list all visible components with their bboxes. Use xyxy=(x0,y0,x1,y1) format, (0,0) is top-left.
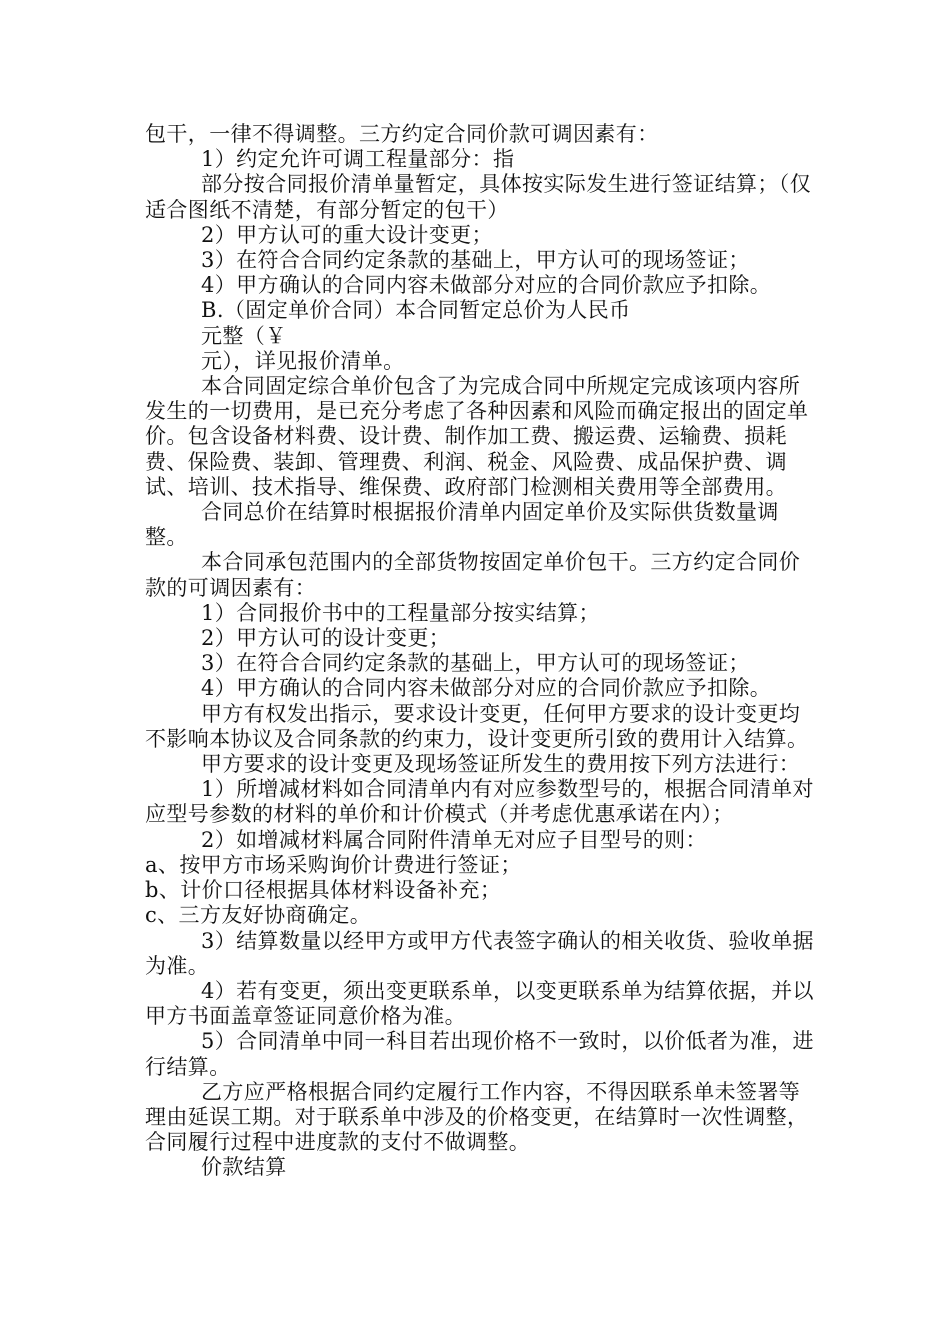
paragraph: c、三方友好协商确定。 xyxy=(145,903,372,928)
paragraph: 5）合同清单中同一科目若出现价格不一致时，以价低者为准，进行结算。 xyxy=(145,1029,814,1079)
paragraph: 甲方要求的设计变更及现场签证所发生的费用按下列方法进行： xyxy=(201,752,801,777)
paragraph: 2）甲方认可的重大设计变更； xyxy=(201,222,493,247)
paragraph: 3）在符合合同约定条款的基础上，甲方认可的现场签证； xyxy=(201,248,750,273)
paragraph: 1）所增减材料如合同清单内有对应参数型号的，根据合同清单对应型号参数的材料的单价和计价模式（并考虑优惠承诺在内）； xyxy=(145,777,814,827)
paragraph: B.（固定单价合同）本合同暂定总价为人民币 xyxy=(201,298,631,323)
paragraph: 1）约定允许可调工程量部分：指 xyxy=(201,147,515,172)
paragraph: 元），详见报价清单。 xyxy=(201,348,405,373)
section-heading: 价款结算 xyxy=(201,1155,287,1180)
paragraph: 甲方有权发出指示，要求设计变更，任何甲方要求的设计变更均不影响本协议及合同条款的约束力，设计变更所引致的费用计入结算。 xyxy=(145,701,809,751)
paragraph: 本合同固定综合单价包含了为完成合同中所规定完成该项内容所发生的一切费用，是已充分考虑了各种因素和风险而确定报出的固定单价。包含设备材料费、设计费、制作加工费、搬运费、运输费、损耗费、保险费、装卸、管理费、利润、税金、风险费、成品保护费、调试、培训、技术指导、维保费、政府部门检测相关费用等全部费用。 xyxy=(145,374,809,499)
paragraph: 本合同承包范围内的全部货物按固定单价包干。三方约定合同价款的可调因素有： xyxy=(145,550,801,600)
paragraph: 合同总价在结算时根据报价清单内固定单价及实际供货数量调整。 xyxy=(145,500,779,550)
paragraph: 4）甲方确认的合同内容未做部分对应的合同价款应予扣除。 xyxy=(201,273,772,298)
paragraph: 3）结算数量以经甲方或甲方代表签字确认的相关收货、验收单据为准。 xyxy=(145,928,814,978)
paragraph: 乙方应严格根据合同约定履行工作内容，不得因联系单未签署等理由延误工期。对于联系单中涉及的价格变更，在结算时一次性调整，合同履行过程中进度款的支付不做调整。 xyxy=(145,1079,809,1155)
paragraph: 元整（￥ xyxy=(201,323,287,348)
paragraph: 1）合同报价书中的工程量部分按实结算； xyxy=(201,600,600,625)
paragraph: 3）在符合合同约定条款的基础上，甲方认可的现场签证； xyxy=(201,651,750,676)
paragraph: a、按甲方市场采购询价计费进行签证； xyxy=(145,852,522,877)
paragraph: 2）甲方认可的设计变更； xyxy=(201,626,451,651)
paragraph: 2）如增减材料属合同附件清单无对应子目型号的则： xyxy=(201,827,707,852)
paragraph: 4）若有变更，须出变更联系单，以变更联系单为结算依据，并以甲方书面盖章签证同意价格为准。 xyxy=(145,978,814,1029)
paragraph: b、计价口径根据具体材料设备补充； xyxy=(145,878,502,903)
document-body xyxy=(145,122,815,1181)
paragraph: 部分按合同报价清单量暂定，具体按实际发生进行签证结算；（仅适合图纸不清楚，有部分暂定的包干） xyxy=(145,172,812,222)
paragraph: 4）甲方确认的合同内容未做部分对应的合同价款应予扣除。 xyxy=(201,676,772,701)
paragraph: 包干，一律不得调整。三方约定合同价款可调因素有： xyxy=(145,122,659,146)
